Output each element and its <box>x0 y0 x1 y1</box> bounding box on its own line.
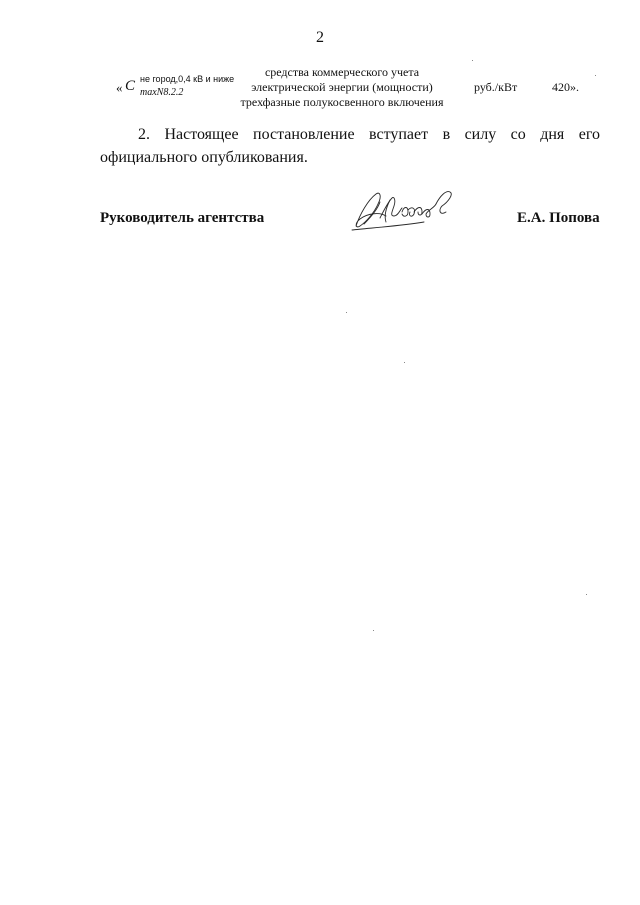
tariff-description <box>232 65 452 110</box>
scan-speck <box>595 75 596 76</box>
scan-speck <box>373 630 374 631</box>
tariff-description-line: трехфазные полукосвенного включения <box>240 95 444 109</box>
tariff-unit: руб./кВт <box>474 80 518 94</box>
handwritten-signature <box>350 186 460 236</box>
tariff-description-line: электрической энергии (мощности) <box>251 80 433 94</box>
formula-open-quote: « <box>116 80 123 95</box>
scan-speck <box>586 594 587 595</box>
clause-2-paragraph: 2. Настоящее постановление вступает в силу со дня его официального опубликования. <box>100 126 600 166</box>
tariff-description-line: средства коммерческого учета <box>264 65 420 79</box>
tariff-formula <box>116 74 246 104</box>
tariff-value: 420». <box>552 80 579 94</box>
scan-speck <box>472 60 473 61</box>
formula-symbol: C <box>125 78 136 94</box>
formula-superscript: не город,0,4 кВ и ниже <box>140 74 235 84</box>
signatory-position: Руководитель агентства <box>100 210 265 226</box>
page-number: 2 <box>316 29 324 46</box>
scan-speck <box>404 362 405 363</box>
signatory-name: Е.А. Попова <box>517 210 600 226</box>
formula-subscript: maxN8.2.2 <box>140 87 184 98</box>
scan-speck <box>346 312 347 313</box>
